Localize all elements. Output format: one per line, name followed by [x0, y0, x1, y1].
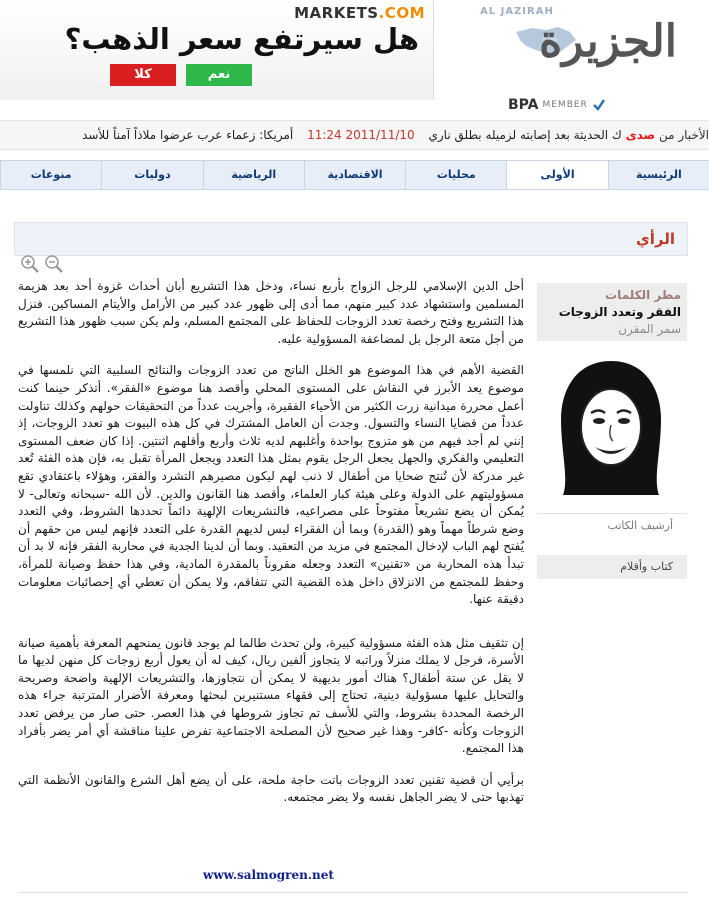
nav-item-misc[interactable]: منوعات	[0, 161, 101, 189]
ticker-label: الأخبار من	[658, 128, 709, 142]
article-body	[18, 278, 524, 888]
ad-yes-button[interactable]: نعم	[186, 64, 252, 86]
logo-latin-text: AL JAZIRAH	[480, 6, 554, 17]
column-header	[537, 283, 687, 341]
ticker-time: 11:24 2011/11/10	[307, 128, 415, 142]
zoom-out-icon[interactable]	[44, 254, 64, 274]
bpa-text: BPA	[508, 97, 539, 113]
bpa-member-text: MEMBER	[542, 100, 588, 110]
author-photo	[547, 355, 675, 495]
divider	[18, 892, 688, 893]
zoom-in-icon[interactable]	[20, 254, 40, 274]
ticker-source[interactable]: صدى	[625, 128, 656, 142]
article-paragraph: برأيي أن قضية تقنين تعدد الزوجات باتت حاجة ملحة، على أن يضع أهل الشرع والقانون الأنظمة التي تهذبها حتى لا يضر الجاهل نفسه ولا يضر مجتمعه.	[18, 772, 524, 805]
ad-brand: MARKETS.COM	[294, 4, 425, 22]
ad-question: هل سيرتفع سعر الذهب؟	[64, 22, 419, 56]
author-archive-link[interactable]: أرشيف الكاتب	[537, 513, 687, 537]
section-title: الرأي	[636, 230, 675, 248]
nav-item-local[interactable]: محليات	[405, 161, 506, 189]
nav-item-international[interactable]: دوليات	[101, 161, 202, 189]
gold-poll-ad[interactable]	[0, 0, 434, 100]
ticker-headline[interactable]: أمريكا: زعماء عرب عرضوا ملاذاً آمناً للأسد	[82, 128, 294, 142]
news-ticker[interactable]	[0, 120, 709, 150]
nav-item-sports[interactable]: الرياضية	[203, 161, 304, 189]
nav-item-home[interactable]: الرئيسية	[608, 161, 709, 189]
author-name[interactable]: سمر المقرن	[618, 322, 681, 336]
text-zoom-controls	[20, 254, 64, 274]
writers-link[interactable]: كتاب وأقلام	[537, 555, 687, 579]
nav-item-economy[interactable]: الاقتصادية	[304, 161, 405, 189]
main-nav	[0, 160, 709, 190]
ticker-headline[interactable]: ك الحديثة بعد إصابته لزميله بطلق ناري	[428, 128, 622, 142]
logo-arabic-text: الجزيرة	[539, 16, 677, 67]
column-name: مطر الكلمات	[605, 288, 681, 302]
check-icon	[592, 98, 606, 112]
bpa-member-badge	[508, 96, 606, 114]
article-paragraph: أحل الدين الإسلامي للرجل الزواج بأربع نساء، ودخل هذا التشريع أبان أحداث غزوة أحد بعد هزيمة المسلمين واستشهاد عدد كبير منهم، مما أدى إلى ظهور عدد كبير من الأرامل والأيتام المساكين. فنزل هذا التشريع وفتح رخصة تعدد الزوجات للحفاظ على المجتمع المسلم، ولم يكن سبب ظهور هذا التشريع من أجل متعة الرجل بل لمضاعفة المسؤولية عليه.	[18, 279, 524, 346]
article-paragraph: إن تثقيف مثل هذه الفئة مسؤولية كبيرة، ولن تحدث طالما لم يوجد قانون يمنحهم المعرفة بأهمية صيانة الأسرة، فرجل لا يملك منزلاً وراتبه لا يتجاوز ألفين ريال، كيف له أن يعول أربع زوجات كل منهن لديها ما لا يقل عن ستة أطفال؟ هناك أمور بديهية لا يمكن أن نتجاوزها، والتشريعات الإلهية واضحة وصريحة والتحايل عليها مسؤولية دينية، تحتاج إلى فقهاء مستنيرين لبحثها ومعرفة الأضرار المترتبة جراء هذه الرخصة المحددة بشروط، والتي للأسف تم تجاوز شروطها في هذا العصر. حتى صار من يرفض تعدد الزوجات وكأنه -كافر- وهذا غير صحيح لأن المصلحة الاجتماعية تفرض علينا مناقشة أي أمر يضر بأفراد هذا المجتمع.	[18, 635, 524, 756]
author-sidebar	[537, 283, 687, 583]
top-banner	[0, 0, 709, 113]
al-jazirah-logo[interactable]	[470, 6, 695, 90]
section-bar	[14, 222, 688, 256]
article-paragraph: القضية الأهم في هذا الموضوع هو الخلل الناتج من تعدد الزوجات والنتائج السلبية التي نلمسها في موضوع يعد الأبرز في النقاش على المستوى المحلي وأقصد هنا موضوع «الفقر». أتذكر حينما كنت أعمل محررة ميدانية زرت الكثير من الأحياء الفقيرة، وأجريت عدداً من التحقيقات حولهم وكذلك تناولت عدداً من قضايا النساء والتسول. وجدت أن العامل المشترك في كل هذه البيوت هو تعدد الزوجات، إذ إنني لم أجد فيهم من هو متزوج بواحدة وأغلبهم لديه ثلاث وأربع وأقلهم اثنتين. إذا كان ضعف المستوى التعليمي والفكري والجهل يجعل الرجل يقوم بمثل هذا التعدد ويجعل المرأة تقبل به، فإن هذه الفئة تُعد غير مدركة لأن تُنتج ضحايا من أطفال لا ذنب لهم ليكون مصيرهم التشرد والفقر، وهؤلاء باعتقادي تقع مسؤوليتهم على الدولة وعلى هيئة كبار العلماء، وأقصد هنا القانون والدين. لأن الله -سبحانه وتعالى- لا يُمكن أن يضع تشريعاً مفتوحاً على مصراعيه، فالتشريعات الإلهية دائماً تحددها الشروط، وفي التعدد وضع شرطاً مهماً وهو (القدرة) وبما أن الفقراء ليس لديهم القدرة على التعدد فإنهم ليس من حقهم أن يُفتح لهم الباب لإدخال المجتمع في مزيد من التعقيد. وبما أن لدينا الجدية في محاربة الفقر فإنه لا بد أن تبدأ هذه المحاربة من «تقنين» التعدد وجعله مقروناً بالمقدرة المادية، وفي هذا حفظ وصيانة للمرأة، وحفظ للمجتمع من الانزلاق داخل هذه القضية التي تتفاقم، ولا يمكن أن تعطي أي إحصائيات معلومات دقيقة عنها.	[18, 363, 524, 607]
article-headline: الفقر وتعدد الزوجات	[558, 305, 681, 319]
nav-item-first[interactable]: الأولى	[506, 161, 607, 189]
ad-no-button[interactable]: كلا	[110, 64, 176, 86]
author-website-link[interactable]: www.salmogren.net	[203, 868, 334, 882]
